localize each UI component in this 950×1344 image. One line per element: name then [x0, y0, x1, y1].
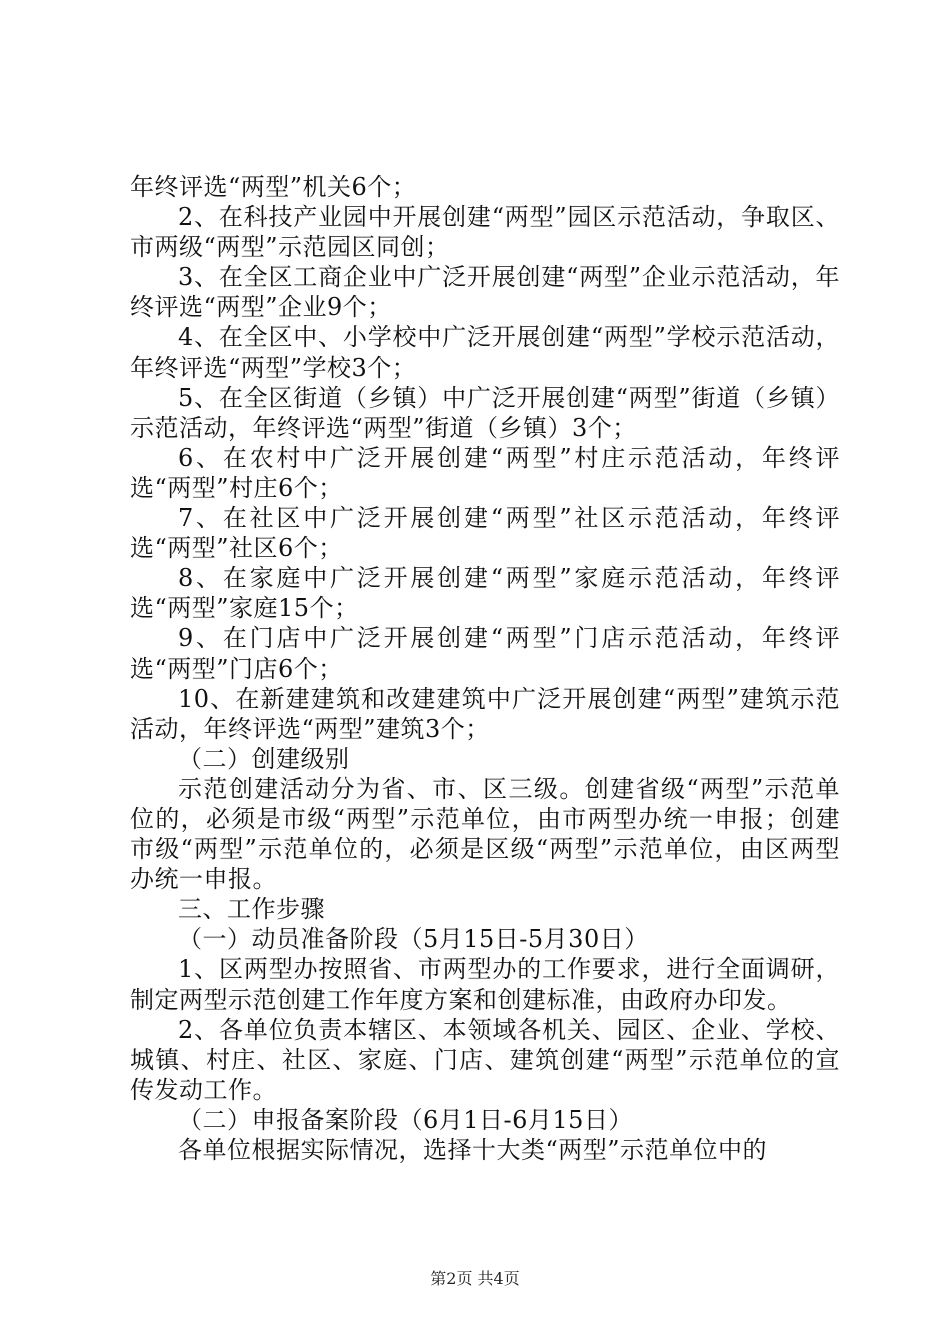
page-number-footer: 第2页 共4页	[430, 1269, 520, 1288]
section-heading-level: （二）创建级别	[178, 744, 350, 773]
paragraph-level-description: 示范创建活动分为省、市、区三级。创建省级“两型”示范单位的，必须是市级“两型”示范单位，由市两型办统一申报；创建市级“两型”示范单位的，必须是区级“两型”示范单位，由区两型办统一申报。	[130, 774, 840, 894]
paragraph-6: 6、在农村中广泛开展创建“两型”村庄示范活动，年终评选“两型”村庄6个；	[130, 443, 840, 502]
document-body	[130, 172, 840, 1165]
paragraph-step-2: 2、各单位负责本辖区、本领域各机关、园区、企业、学校、城镇、村庄、社区、家庭、门店、建筑创建“两型”示范单位的宣传发动工作。	[130, 1015, 840, 1104]
paragraph-10: 10、在新建建筑和改建建筑中广泛开展创建“两型”建筑示范活动，年终评选“两型”建筑3个；	[130, 684, 840, 743]
subsection-heading-mobilization: （一）动员准备阶段（5月15日-5月30日）	[178, 925, 649, 954]
paragraph-2: 2、在科技产业园中开展创建“两型”园区示范活动，争取区、市两级“两型”示范园区同创；	[130, 203, 840, 262]
paragraph-3: 3、在全区工商企业中广泛开展创建“两型”企业示范活动，年终评选“两型”企业9个；	[130, 263, 840, 322]
section-heading-steps: 三、工作步骤	[178, 895, 325, 924]
paragraph-5: 5、在全区街道（乡镇）中广泛开展创建“两型”街道（乡镇）示范活动，年终评选“两型”街道（乡镇）3个；	[130, 383, 840, 442]
paragraph-step-1: 1、区两型办按照省、市两型办的工作要求，进行全面调研，制定两型示范创建工作年度方案和创建标准，由政府办印发。	[130, 955, 840, 1014]
subsection-heading-filing: （二）申报备案阶段（6月1日-6月15日）	[178, 1105, 633, 1134]
paragraph-filing: 各单位根据实际情况，选择十大类“两型”示范单位中的	[178, 1136, 768, 1164]
paragraph-4: 4、在全区中、小学校中广泛开展创建“两型”学校示范活动，年终评选“两型”学校3个；	[130, 323, 840, 382]
paragraph-7: 7、在社区中广泛开展创建“两型”社区示范活动，年终评选“两型”社区6个；	[130, 504, 840, 563]
paragraph-9: 9、在门店中广泛开展创建“两型”门店示范活动，年终评选“两型”门店6个；	[130, 624, 840, 683]
paragraph-1: 年终评选“两型”机关6个；	[130, 173, 417, 201]
paragraph-8: 8、在家庭中广泛开展创建“两型”家庭示范活动，年终评选“两型”家庭15个；	[130, 564, 840, 623]
